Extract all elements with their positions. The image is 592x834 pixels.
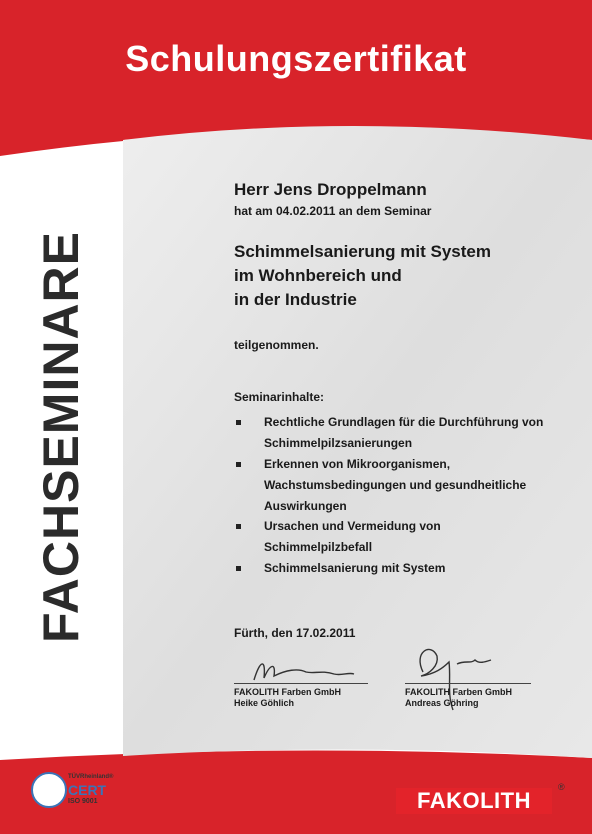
seminar-title-line: im Wohnbereich und — [234, 266, 402, 285]
side-banner: FACHSEMINARE — [33, 230, 89, 644]
seminar-title-line: Schimmelsanierung mit System — [234, 242, 491, 261]
list-item-line: Auswirkungen — [264, 499, 347, 513]
bullet-icon — [236, 566, 241, 571]
participation-status: teilgenommen. — [234, 338, 319, 352]
list-item-line: Schimmelsanierung mit System — [264, 561, 446, 575]
list-item-line: Ursachen und Vermeidung von — [264, 519, 441, 533]
signatory-name: Heike Göhlich — [234, 698, 295, 708]
cert-label: CERT — [68, 782, 107, 798]
cert-standard: ISO 9001 — [68, 798, 98, 805]
cert-org: TÜVRheinland® — [68, 774, 114, 780]
signature-1 — [246, 650, 356, 686]
seminar-date-line: hat am 04.02.2011 an dem Seminar — [234, 204, 432, 218]
list-item-line: Schimmelpilzsanierungen — [264, 436, 413, 450]
list-item-line: Schimmelpilzbefall — [264, 540, 373, 554]
signatory-company: FAKOLITH Farben GmbH — [234, 687, 342, 697]
contents-heading: Seminarinhalte: — [234, 390, 325, 404]
fakolith-logo: FAKOLITH — [396, 788, 552, 814]
seminar-title-line: in der Industrie — [234, 290, 357, 309]
signature-line — [405, 683, 531, 684]
participant-name: Herr Jens Droppelmann — [234, 180, 427, 199]
signatory-company: FAKOLITH Farben GmbH — [405, 687, 513, 697]
bullet-icon — [236, 462, 241, 467]
list-item-line: Erkennen von Mikroorganismen, — [264, 457, 451, 471]
bullet-icon — [236, 524, 241, 529]
list-item-line: Wachstumsbedingungen und gesundheitliche — [264, 478, 527, 492]
registered-mark: ® — [558, 782, 565, 792]
signatory-name: Andreas Göhring — [405, 698, 479, 708]
signature-line — [234, 683, 368, 684]
tuv-cert-icon — [31, 772, 67, 808]
place-date: Fürth, den 17.02.2011 — [234, 626, 356, 640]
bullet-icon — [236, 420, 241, 425]
list-item-line: Rechtliche Grundlagen für die Durchführung von — [264, 415, 544, 429]
certificate-title: Schulungszertifikat — [125, 38, 467, 79]
